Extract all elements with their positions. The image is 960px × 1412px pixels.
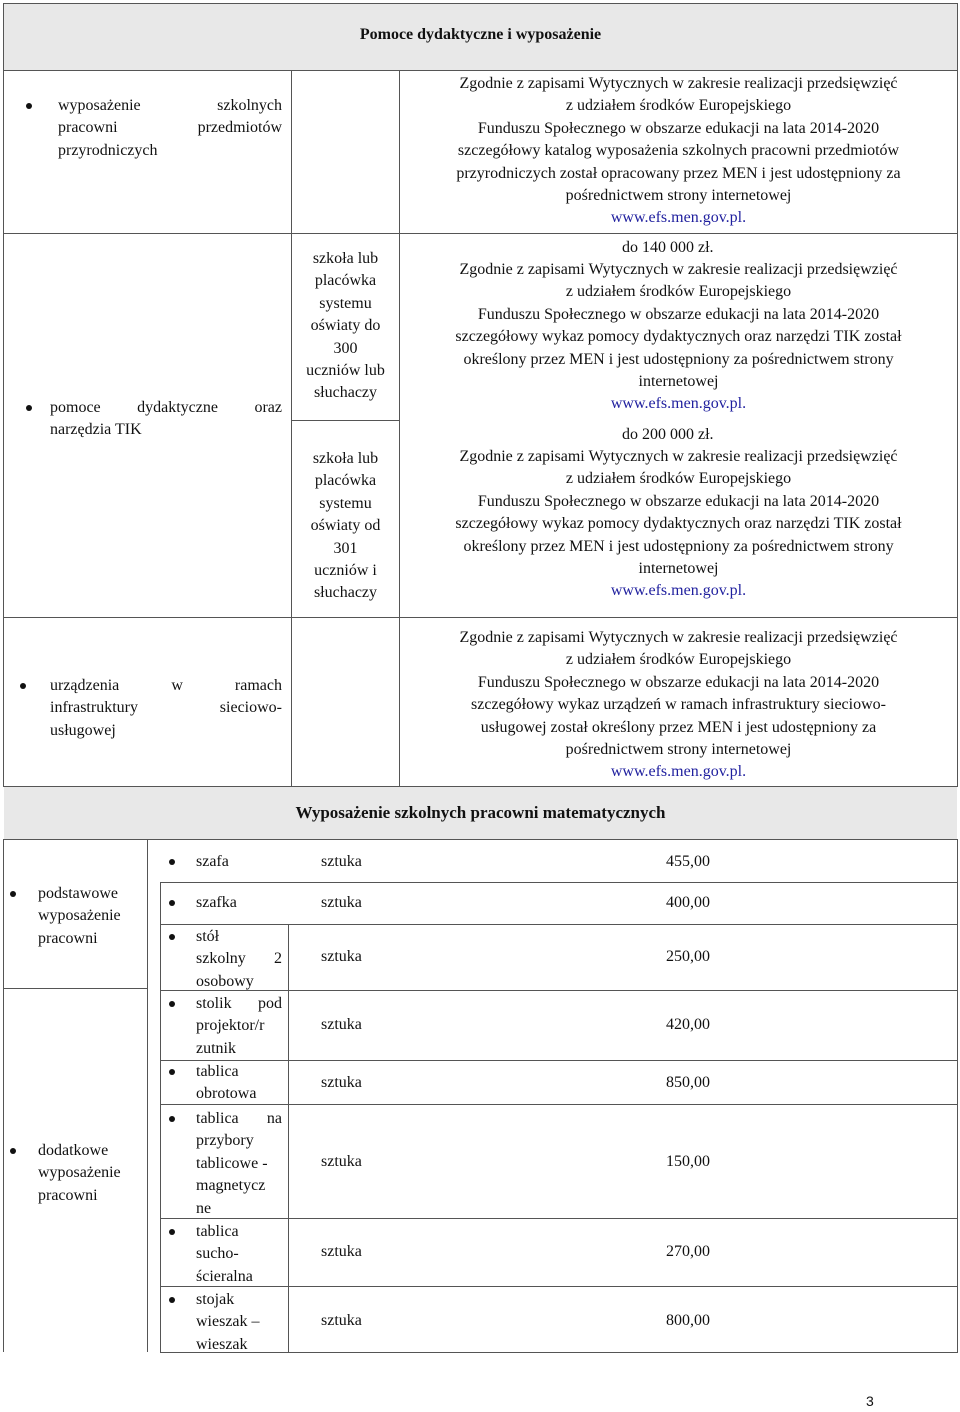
- row-name-urzadzenia: urządzenia w ramach infrastruktury sieciowo- usługowej: [50, 677, 282, 739]
- item-unit: sztuka: [321, 1074, 362, 1091]
- row-desc-wyposazenie: Zgodnie z zapisami Wytycznych w zakresie realizacji przedsięwzięć z udziałem środków Europejskiego Funduszu Społecznego w obszarze edukacji na lata 2014-2020 szczegółowy katalog wyposażenia szkolnych pracowni przedmiotów przyrodniczych został opracowany przez MEN i jest udostępniony za pośrednictwem strony internetowej www.efs.men.gov.pl.: [400, 73, 957, 230]
- item-name-tablica-suchoscieralna: tablica sucho- ścieralna: [196, 1223, 253, 1285]
- item-name-tablica-przybory: tablica na przybory tablicowe - magnetycz ne: [196, 1110, 282, 1217]
- item-name-szafa: szafa: [196, 853, 229, 870]
- page-number: 3: [866, 1393, 874, 1409]
- row-desc-urzadzenia: Zgodnie z zapisami Wytycznych w zakresie realizacji przedsięwzięć z udziałem środków Europejskiego Funduszu Społecznego w obszarze edukacji na lata 2014-2020 szczegółowy wykaz urządzeń w ramach infrastruktury sieciowo- usługowej został określony przez MEN i jest udostępniony za pośrednictwem strony internetowej www.efs.men.gov.pl.: [400, 627, 957, 784]
- item-name-tablica-obrotowa: tablica obrotowa: [196, 1063, 257, 1103]
- item-price: 400,00: [666, 894, 710, 911]
- item-price: 850,00: [666, 1074, 710, 1091]
- link-efs[interactable]: www.efs.men.gov.pl.: [610, 209, 747, 227]
- item-unit: sztuka: [321, 948, 362, 965]
- row-desc-pomoce-1: Zgodnie z zapisami Wytycznych w zakresie realizacji przedsięwzięć z udziałem środków Europejskiego Funduszu Społecznego w obszarze edukacji na lata 2014-2020 szczegółowy wykaz pomocy dydaktycznych oraz narzędzi TIK został określony przez MEN i jest udostępniony za pośrednictwem strony internetowej www.efs.men.gov.pl.: [400, 259, 957, 416]
- item-name-szafka: szafka: [196, 894, 237, 911]
- amount-200000: do 200 000 zł.: [622, 426, 714, 443]
- item-price: 455,00: [666, 853, 710, 870]
- item-price: 800,00: [666, 1312, 710, 1329]
- category-additional: dodatkowe wyposażenie pracowni: [38, 1142, 121, 1204]
- item-unit: sztuka: [321, 1312, 362, 1329]
- item-price: 250,00: [666, 948, 710, 965]
- link-efs[interactable]: www.efs.men.gov.pl.: [610, 582, 747, 600]
- item-unit: sztuka: [321, 1243, 362, 1260]
- row-name-wyposazenie: wyposażenie szkolnych pracowni przedmiotów przyrodniczych: [58, 97, 282, 159]
- amount-140000: do 140 000 zł.: [622, 239, 714, 256]
- link-efs[interactable]: www.efs.men.gov.pl.: [610, 763, 747, 781]
- item-price: 150,00: [666, 1153, 710, 1170]
- category-basic: podstawowe wyposażenie pracowni: [38, 885, 121, 947]
- row-name-pomoce: pomoce dydaktyczne oraz narzędzia TIK: [50, 399, 282, 439]
- item-name-stojak: stojak wieszak – wieszak: [196, 1291, 260, 1353]
- item-name-stol: stół szkolny 2 osobowy: [196, 928, 282, 990]
- item-price: 270,00: [666, 1243, 710, 1260]
- school-up-to-300: szkoła lub placówka systemu oświaty do 300 uczniów lub słuchaczy: [306, 250, 385, 402]
- math-section-title: Wyposażenie szkolnych pracowni matematycznych: [295, 803, 666, 822]
- item-unit: sztuka: [321, 853, 362, 870]
- item-unit: sztuka: [321, 894, 362, 911]
- school-from-301: szkoła lub placówka systemu oświaty od 301 uczniów i słuchaczy: [310, 450, 381, 602]
- item-price: 420,00: [666, 1016, 710, 1033]
- section-title: Pomoce dydaktyczne i wyposażenie: [359, 26, 602, 43]
- item-name-stolik: stolik pod projektor/r zutnik: [196, 995, 282, 1057]
- item-unit: sztuka: [321, 1153, 362, 1170]
- item-unit: sztuka: [321, 1016, 362, 1033]
- link-efs[interactable]: www.efs.men.gov.pl.: [610, 395, 747, 413]
- row-desc-pomoce-2: Zgodnie z zapisami Wytycznych w zakresie realizacji przedsięwzięć z udziałem środków Europejskiego Funduszu Społecznego w obszarze edukacji na lata 2014-2020 szczegółowy wykaz pomocy dydaktycznych oraz narzędzi TIK został określony przez MEN i jest udostępniony za pośrednictwem strony internetowej www.efs.men.gov.pl.: [400, 446, 957, 603]
